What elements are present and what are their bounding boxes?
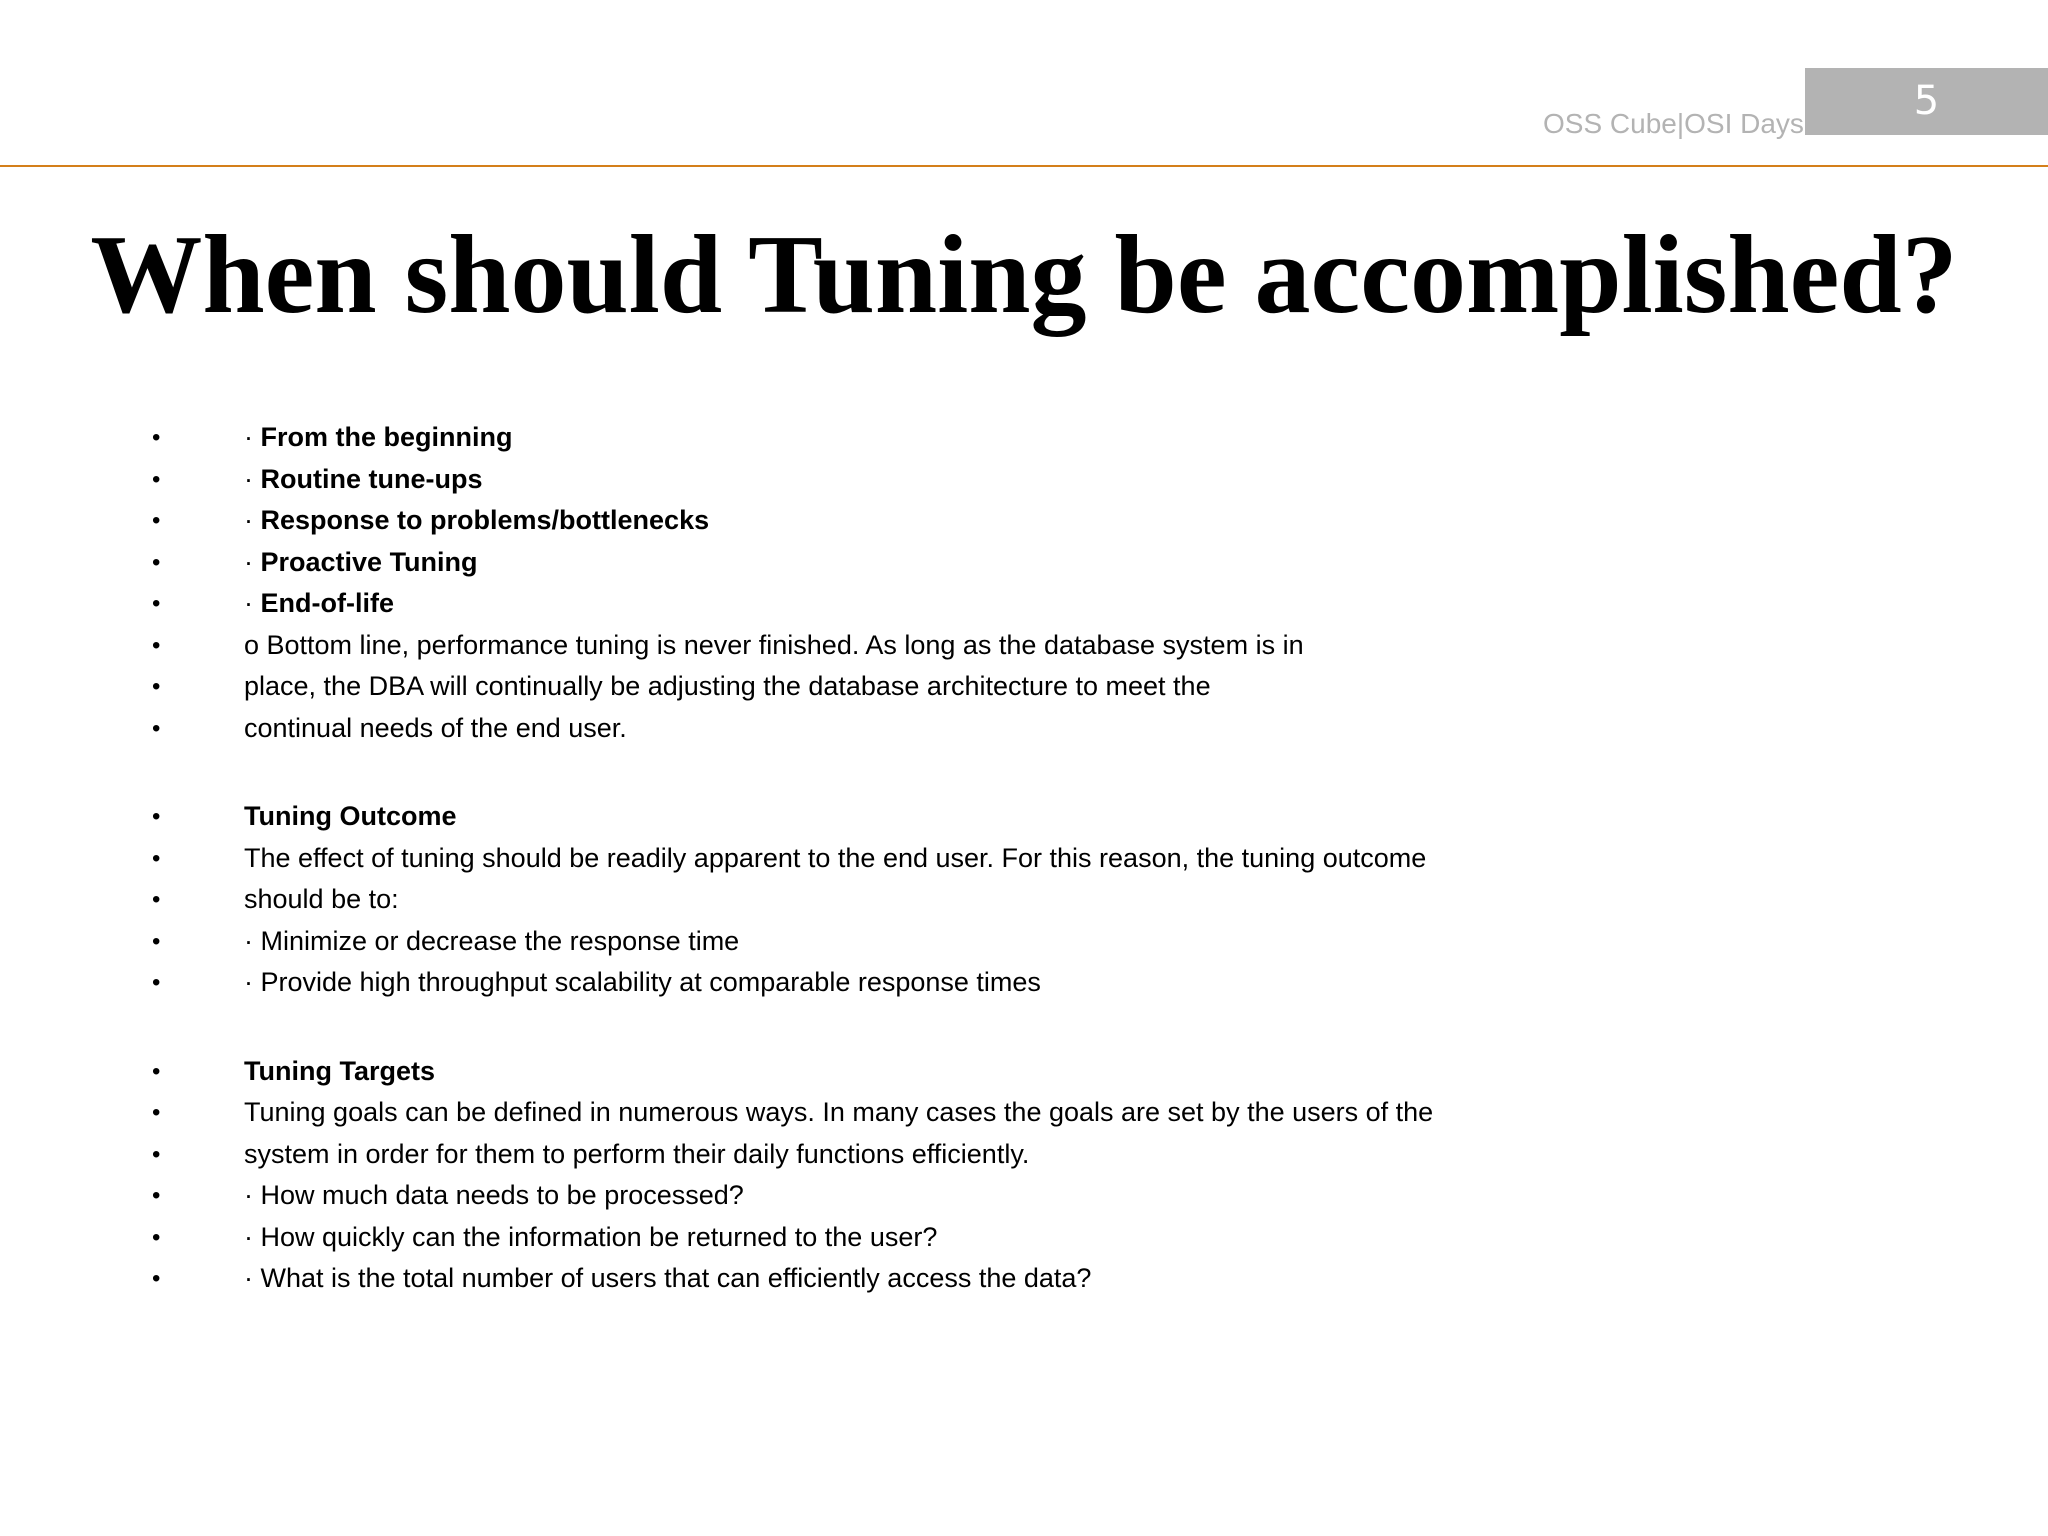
bullet-marker: • [152, 424, 161, 451]
list-item [0, 666, 1900, 708]
bullet-marker: • [152, 1182, 161, 1209]
list-item-text [244, 1217, 937, 1259]
bullet-list [0, 417, 1900, 1300]
list-item-text [244, 708, 627, 750]
page-number: 5 [1913, 78, 1940, 124]
list-item-content: From the beginning [260, 422, 513, 452]
bullet-marker: • [152, 844, 161, 872]
list-item [0, 1175, 1900, 1217]
list-item [0, 583, 1900, 625]
list-item-content: Response to problems/bottlenecks [260, 505, 710, 535]
list-item [0, 1134, 1900, 1176]
list-item [0, 459, 1900, 501]
list-item [0, 921, 1900, 963]
list-item-prefix: · [244, 463, 261, 494]
list-item-content: Tuning Targets [244, 1055, 435, 1086]
list-item-content: · Provide high throughput scalability at comparable response times [244, 967, 1041, 997]
bullet-marker: • [152, 886, 161, 913]
list-item-content: · How quickly can the information be returned to the user? [244, 1221, 938, 1252]
list-item-prefix: · [244, 588, 261, 618]
list-item-prefix: · [244, 546, 261, 577]
list-item-content: o Bottom line, performance tuning is never finished. As long as the database system is in [244, 629, 1304, 660]
list-item [0, 1217, 1900, 1259]
bullet-marker: • [152, 1223, 161, 1251]
list-item-text [244, 1051, 435, 1093]
list-item [0, 796, 1900, 838]
list-item [0, 1051, 1900, 1093]
bullet-marker: • [152, 1265, 161, 1292]
list-item-prefix: · [244, 505, 261, 535]
list-item-content: Proactive Tuning [260, 546, 478, 577]
list-item-content: · How much data needs to be processed? [244, 1180, 744, 1210]
list-item-text [244, 879, 399, 921]
list-item-text [244, 542, 478, 584]
list-item [0, 500, 1900, 542]
bullet-marker: • [152, 1099, 161, 1126]
list-item-text [244, 625, 1304, 667]
bullet-marker: • [152, 803, 161, 830]
list-item [0, 879, 1900, 921]
list-item [0, 962, 1900, 1004]
header-divider [0, 165, 2048, 167]
list-item-text [244, 500, 709, 542]
bullet-marker: • [152, 673, 161, 700]
list-item-text [244, 583, 394, 625]
bullet-marker: • [152, 590, 161, 617]
list-item [0, 625, 1900, 667]
bullet-marker: • [152, 969, 161, 996]
list-item-content: place, the DBA will continually be adjusting the database architecture to meet the [244, 671, 1211, 701]
bullet-marker: • [152, 548, 161, 576]
list-item-text [244, 796, 456, 838]
page-number-badge [1805, 68, 2048, 135]
header-org-text: OSS Cube|OSI Days [1543, 108, 1804, 139]
list-item-text [244, 417, 512, 459]
list-item [0, 417, 1900, 459]
list-item-prefix: · [244, 422, 261, 452]
list-item [0, 1258, 1900, 1300]
list-item [0, 1092, 1900, 1134]
list-spacer [0, 749, 1900, 796]
list-item [0, 708, 1900, 750]
list-item-content: continual needs of the end user. [244, 712, 627, 743]
list-item [0, 542, 1900, 584]
bullet-marker: • [152, 631, 161, 659]
list-item-content: The effect of tuning should be readily apparent to the end user. For this reason, the tuning outcome [244, 842, 1427, 873]
list-item-text [244, 1092, 1433, 1134]
bullet-marker: • [152, 507, 161, 534]
slide-title: When should Tuning be accomplished? [90, 213, 1958, 337]
list-item [0, 838, 1900, 880]
list-item-content: · What is the total number of users that can efficiently access the data? [244, 1263, 1092, 1293]
list-item-content: Tuning Outcome [244, 801, 457, 831]
list-item-text [244, 921, 739, 963]
list-item-text [244, 838, 1426, 880]
bullet-marker: • [152, 465, 161, 493]
list-item-content: End-of-life [260, 588, 394, 618]
list-item-text [244, 459, 482, 501]
list-item-content: Routine tune-ups [260, 463, 483, 494]
list-item-text [244, 1258, 1091, 1300]
bullet-marker: • [152, 927, 161, 955]
list-item-text [244, 1175, 744, 1217]
list-item-content: · Minimize or decrease the response time [244, 925, 740, 956]
list-item-content: Tuning goals can be defined in numerous ways. In many cases the goals are set by the users of the [244, 1097, 1434, 1127]
list-item-text [244, 666, 1211, 708]
list-item-text [244, 1134, 1029, 1176]
list-item-text [244, 962, 1041, 1004]
bullet-marker: • [152, 1140, 161, 1168]
bullet-marker: • [152, 714, 161, 742]
list-item-content: should be to: [244, 884, 399, 914]
list-item-content: system in order for them to perform their daily functions efficiently. [244, 1138, 1030, 1169]
bullet-marker: • [152, 1057, 161, 1085]
list-spacer [0, 1004, 1900, 1051]
